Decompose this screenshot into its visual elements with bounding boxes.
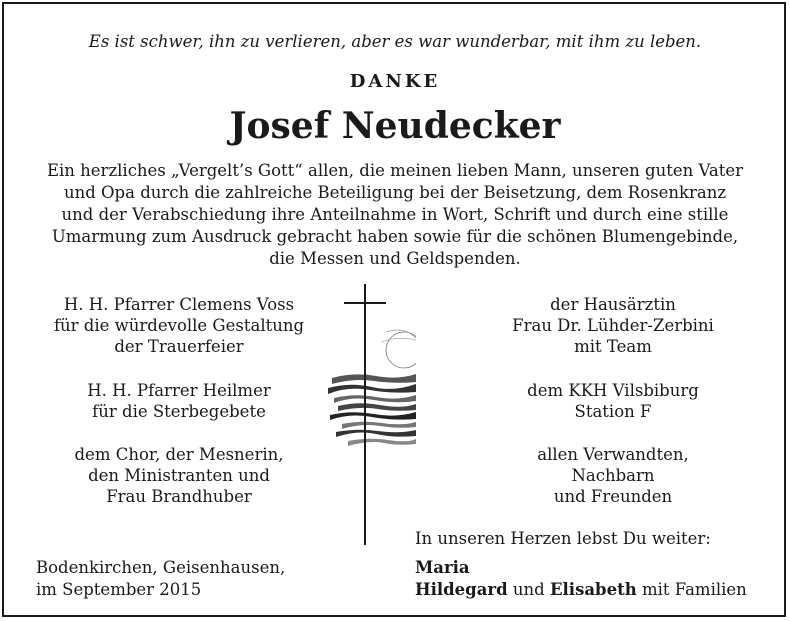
thanks-line: H. H. Pfarrer Heilmer — [87, 381, 271, 400]
thanks-line: allen Verwandten, — [537, 445, 689, 464]
signer-name: Elisabeth — [549, 580, 637, 599]
thanks-line: und Freunden — [553, 487, 673, 506]
thanks-line: Nachbarn — [571, 466, 655, 485]
thanks-right-block-3 — [462, 444, 764, 507]
motto-quote: Es ist schwer, ihn zu verlieren, aber es war wunderbar, mit ihm zu leben. — [88, 32, 702, 51]
thanks-line: der Hausärztin — [550, 295, 676, 314]
thanks-line: dem Chor, der Mesnerin, — [74, 445, 284, 464]
thanks-right-block-1 — [462, 294, 764, 357]
thanks-line: der Trauerfeier — [114, 337, 244, 356]
signer-name: Hildegard — [415, 580, 508, 599]
closing-phrase: In unseren Herzen lebst Du weiter: — [415, 529, 711, 548]
thanks-line: mit Team — [574, 337, 652, 356]
thanks-line: für die Sterbegebete — [92, 402, 266, 421]
thanks-left-block-2 — [24, 380, 334, 422]
deceased-name: Josef Neudecker — [229, 105, 561, 147]
intro-line: die Messen und Geldspenden. — [269, 249, 521, 268]
signer-suffix: mit Familien — [641, 580, 747, 599]
signer-name: Maria — [415, 558, 470, 577]
thank-you-text — [36, 160, 754, 270]
place-line: Bodenkirchen, Geisenhausen, — [36, 558, 286, 577]
thanks-left-block-1 — [24, 294, 334, 357]
thanks-line: Frau Dr. Lühder-Zerbini — [512, 316, 714, 335]
thanks-line: für die würdevolle Gestaltung — [53, 316, 305, 335]
thanks-right-block-2 — [462, 380, 764, 422]
intro-line: Umarmung zum Ausdruck gebracht haben sowie für die schönen Blumengebinde, — [51, 227, 739, 246]
thanks-line: Frau Brandhuber — [106, 487, 252, 506]
thanks-line: den Ministranten und — [88, 466, 270, 485]
place-and-date — [36, 557, 285, 601]
signer-conjunction: und — [512, 580, 545, 599]
intro-line: und der Verabschiedung ihre Anteilnahme in Wort, Schrift und durch eine stille — [61, 205, 729, 224]
intro-line: und Opa durch die zahlreiche Beteiligung bei der Beisetzung, dem Rosenkranz — [63, 183, 727, 202]
intro-line: Ein herzliches „Vergelt’s Gott“ allen, die meinen lieben Mann, unseren guten Vater — [46, 161, 744, 180]
signer-line — [415, 579, 747, 601]
thanks-left-block-3 — [24, 444, 334, 507]
thanks-line: Station F — [574, 402, 652, 421]
thanks-line: dem KKH Vilsbiburg — [527, 381, 699, 400]
cross-with-moon-and-sea-icon — [324, 280, 416, 545]
date-line: im September 2015 — [36, 580, 202, 599]
danke-heading: DANKE — [349, 71, 441, 92]
thanks-line: H. H. Pfarrer Clemens Voss — [63, 295, 295, 314]
signers — [415, 557, 747, 601]
